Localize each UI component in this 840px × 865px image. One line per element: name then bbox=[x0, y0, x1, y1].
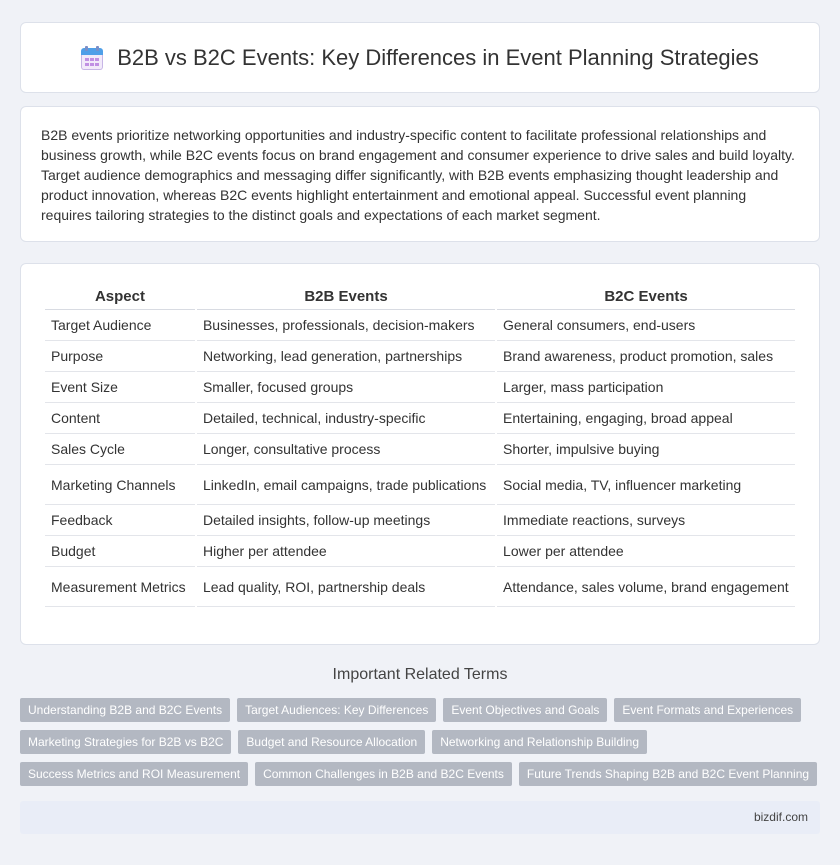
table-row bbox=[45, 536, 795, 567]
cell-aspect: Measurement Metrics bbox=[45, 567, 195, 607]
cell-b2c: Brand awareness, product promotion, sales bbox=[497, 341, 795, 372]
related-term-link[interactable]: Success Metrics and ROI Measurement bbox=[20, 762, 248, 786]
related-terms-title: Important Related Terms bbox=[332, 666, 508, 683]
cell-aspect: Marketing Channels bbox=[45, 465, 195, 505]
cell-b2c: Lower per attendee bbox=[497, 536, 795, 567]
table-row bbox=[45, 403, 795, 434]
comparison-table-card bbox=[20, 263, 820, 645]
table-row bbox=[45, 567, 795, 607]
related-term-link[interactable]: Marketing Strategies for B2B vs B2C bbox=[20, 730, 231, 754]
cell-b2b: Longer, consultative process bbox=[197, 434, 495, 465]
cell-b2c: Larger, mass participation bbox=[497, 372, 795, 403]
cell-aspect: Purpose bbox=[45, 341, 195, 372]
footer-brand: bizdif.com bbox=[753, 810, 808, 824]
table-row bbox=[45, 341, 795, 372]
table-row bbox=[45, 310, 795, 341]
cell-b2b: Smaller, focused groups bbox=[197, 372, 495, 403]
cell-aspect: Budget bbox=[45, 536, 195, 567]
cell-aspect: Sales Cycle bbox=[45, 434, 195, 465]
cell-b2c: Immediate reactions, surveys bbox=[497, 505, 795, 536]
header-aspect: Aspect bbox=[45, 286, 195, 310]
page-header bbox=[20, 22, 820, 93]
related-term-link[interactable]: Budget and Resource Allocation bbox=[238, 730, 425, 754]
page-footer bbox=[20, 801, 820, 834]
cell-b2b: Lead quality, ROI, partnership deals bbox=[197, 567, 495, 607]
cell-aspect: Content bbox=[45, 403, 195, 434]
header-b2b: B2B Events bbox=[197, 286, 495, 310]
cell-b2b: Businesses, professionals, decision-makers bbox=[197, 310, 495, 341]
related-term-link[interactable]: Event Formats and Experiences bbox=[614, 698, 801, 722]
calendar-icon bbox=[81, 46, 103, 70]
cell-b2b: Networking, lead generation, partnerships bbox=[197, 341, 495, 372]
header-b2c: B2C Events bbox=[497, 286, 795, 310]
related-terms-list bbox=[20, 698, 820, 794]
cell-b2b: Detailed, technical, industry-specific bbox=[197, 403, 495, 434]
cell-b2b: Higher per attendee bbox=[197, 536, 495, 567]
table-header-row bbox=[45, 286, 795, 310]
cell-b2c: Social media, TV, influencer marketing bbox=[497, 465, 795, 505]
related-term-link[interactable]: Event Objectives and Goals bbox=[443, 698, 607, 722]
table-row bbox=[45, 372, 795, 403]
related-term-link[interactable]: Networking and Relationship Building bbox=[432, 730, 647, 754]
cell-b2c: Entertaining, engaging, broad appeal bbox=[497, 403, 795, 434]
cell-b2c: Attendance, sales volume, brand engagement bbox=[497, 567, 795, 607]
cell-b2c: General consumers, end-users bbox=[497, 310, 795, 341]
cell-b2b: Detailed insights, follow-up meetings bbox=[197, 505, 495, 536]
cell-aspect: Event Size bbox=[45, 372, 195, 403]
related-term-link[interactable]: Target Audiences: Key Differences bbox=[237, 698, 436, 722]
table-row bbox=[45, 505, 795, 536]
cell-aspect: Feedback bbox=[45, 505, 195, 536]
intro-text: B2B events prioritize networking opportunities and industry-specific content to facilitate professional relationships and business growth, while B2C events focus on brand engagement and consumer experience to drive sales and build loyalty. Target audience demographics and messaging differ significantly, with B2B events emphasizing thought leadership and product innovation, whereas B2C events highlight entertainment and emotional appeal. Successful event planning requires tailoring strategies to the distinct goals and expectations of each market segment. bbox=[41, 127, 795, 223]
related-term-link[interactable]: Common Challenges in B2B and B2C Events bbox=[255, 762, 512, 786]
cell-aspect: Target Audience bbox=[45, 310, 195, 341]
cell-b2b: LinkedIn, email campaigns, trade publications bbox=[197, 465, 495, 505]
table-row bbox=[45, 465, 795, 505]
page-title: B2B vs B2C Events: Key Differences in Event Planning Strategies bbox=[117, 44, 759, 70]
comparison-table bbox=[43, 286, 797, 607]
related-term-link[interactable]: Understanding B2B and B2C Events bbox=[20, 698, 230, 722]
intro-section bbox=[20, 106, 820, 242]
table-row bbox=[45, 434, 795, 465]
related-term-link[interactable]: Future Trends Shaping B2B and B2C Event Planning bbox=[519, 762, 817, 786]
cell-b2c: Shorter, impulsive buying bbox=[497, 434, 795, 465]
